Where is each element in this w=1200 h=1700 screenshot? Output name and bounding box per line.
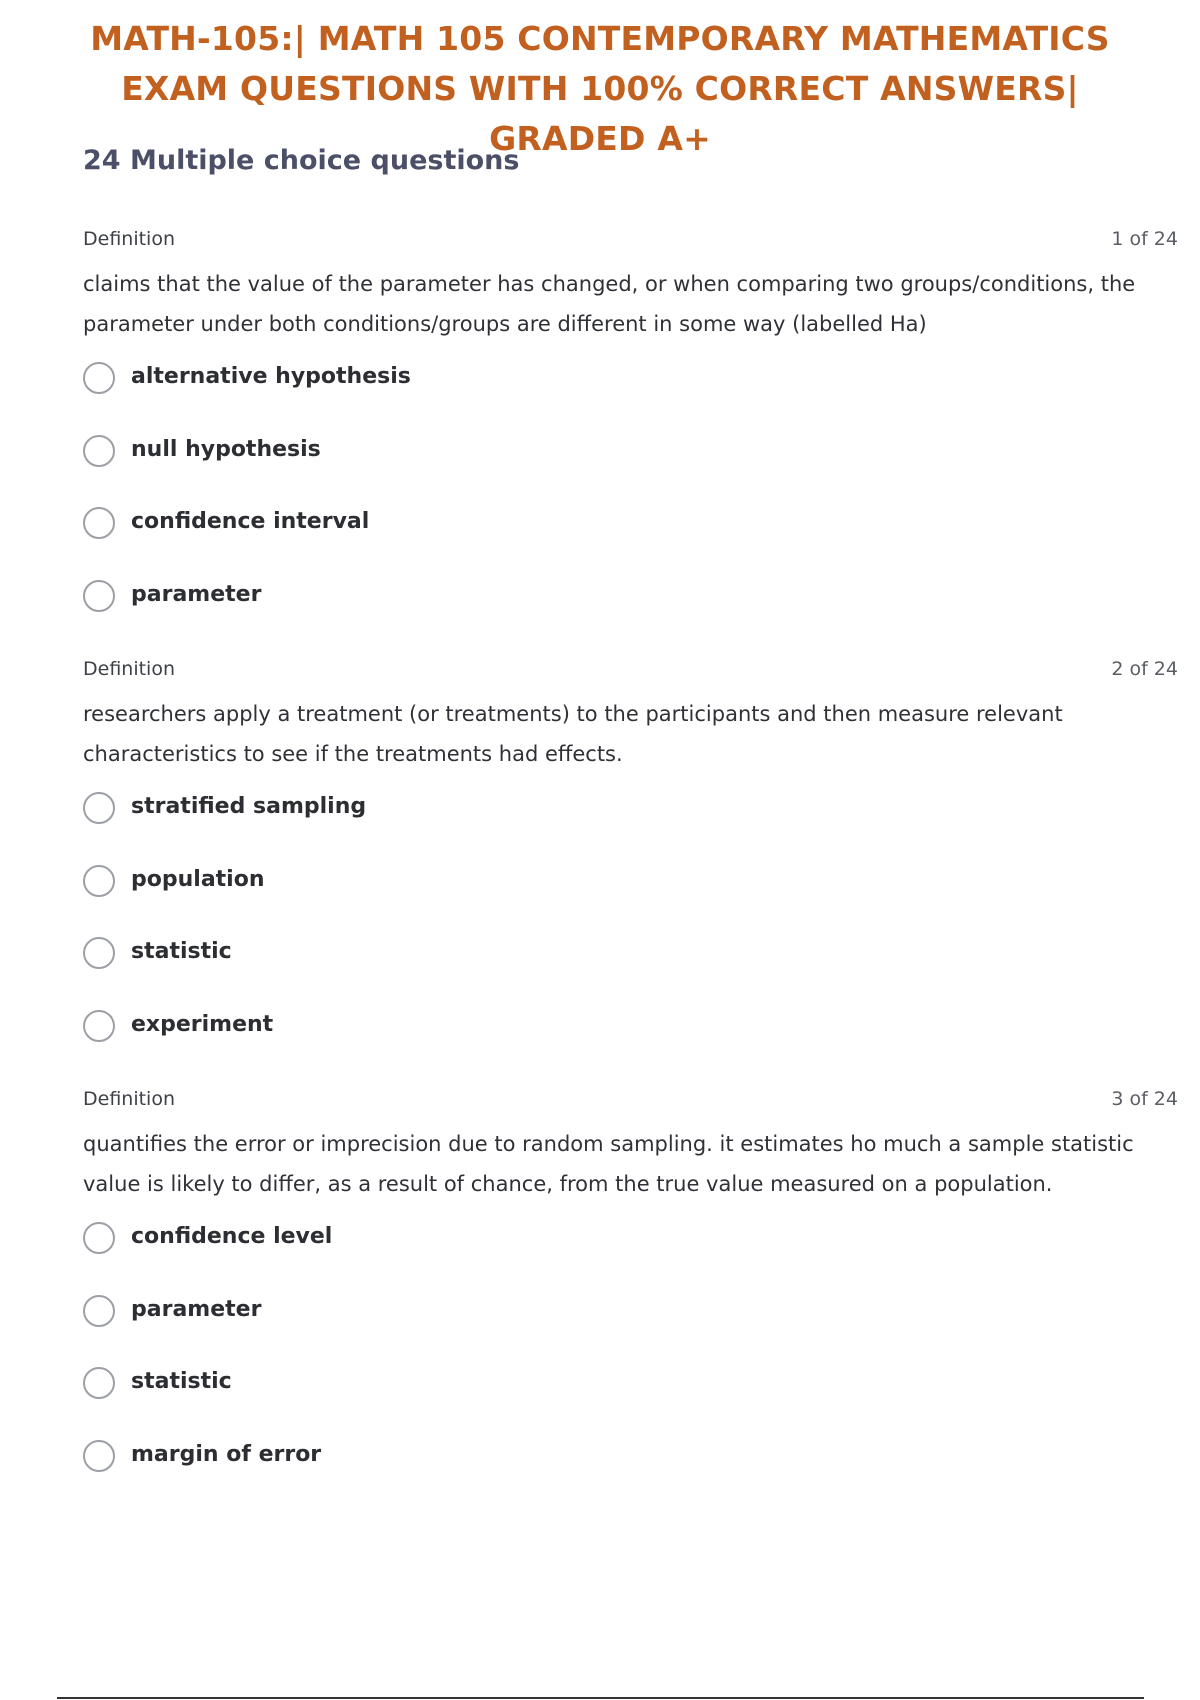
radio-button-icon[interactable] — [83, 792, 115, 824]
question-type-label: Definition — [83, 228, 176, 250]
answer-option[interactable] — [83, 933, 1178, 1006]
question-counter: 2 of 24 — [1111, 658, 1178, 680]
answer-option[interactable] — [83, 431, 1178, 504]
radio-button-icon[interactable] — [83, 1222, 115, 1254]
answer-option-label: parameter — [131, 581, 262, 607]
question-type-label: Definition — [83, 1088, 176, 1110]
answer-option-label: experiment — [131, 1011, 274, 1037]
radio-button-icon[interactable] — [83, 580, 115, 612]
question-card-3 — [83, 1088, 1178, 1508]
radio-button-icon[interactable] — [83, 362, 115, 394]
answer-option-label: statistic — [131, 1369, 232, 1394]
radio-button-icon[interactable] — [83, 1010, 115, 1042]
page-bottom-divider — [57, 1697, 1144, 1699]
answer-option[interactable] — [83, 576, 1178, 649]
question-prompt: researchers apply a treatment (or treatments) to the participants and then measure relevant characteristics to see if the treatments had effects. — [83, 702, 1063, 766]
question-type-label: Definition — [83, 658, 176, 680]
answer-option[interactable] — [83, 788, 1178, 861]
answer-option[interactable] — [83, 1291, 1178, 1364]
answer-option[interactable] — [83, 1363, 1178, 1436]
answer-options — [83, 358, 1178, 648]
question-header — [83, 658, 1178, 688]
question-header — [83, 228, 1178, 258]
answer-option[interactable] — [83, 1006, 1178, 1079]
answer-option-label: parameter — [131, 1296, 262, 1322]
radio-button-icon[interactable] — [83, 435, 115, 467]
radio-button-icon[interactable] — [83, 865, 115, 897]
answer-option-label: confidence interval — [131, 509, 370, 534]
answer-option[interactable] — [83, 358, 1178, 431]
radio-button-icon[interactable] — [83, 1295, 115, 1327]
answer-option-label: statistic — [131, 939, 232, 964]
radio-button-icon[interactable] — [83, 937, 115, 969]
question-counter: 1 of 24 — [1111, 228, 1178, 250]
question-counter: 3 of 24 — [1111, 1088, 1178, 1110]
document-title: MATH-105:| MATH 105 CONTEMPORARY MATHEMATICS EXAM QUESTIONS WITH 100% CORRECT ANSWERS| GRADED A+ — [90, 19, 1110, 158]
answer-options — [83, 788, 1178, 1078]
question-prompt: claims that the value of the parameter has changed, or when comparing two groups/conditions, the parameter under both conditions/groups are different in some way (labelled Ha) — [83, 272, 1136, 336]
answer-option-label: stratified sampling — [131, 794, 367, 819]
answer-option-label: null hypothesis — [131, 436, 321, 462]
answer-option[interactable] — [83, 1218, 1178, 1291]
question-card-1 — [83, 228, 1178, 648]
question-card-2 — [83, 658, 1178, 1078]
answer-option[interactable] — [83, 503, 1178, 576]
radio-button-icon[interactable] — [83, 1440, 115, 1472]
radio-button-icon[interactable] — [83, 507, 115, 539]
answer-option-label: margin of error — [131, 1441, 322, 1467]
answer-option[interactable] — [83, 1436, 1178, 1509]
answer-option-label: confidence level — [131, 1224, 333, 1249]
answer-options — [83, 1218, 1178, 1508]
section-heading: 24 Multiple choice questions — [83, 145, 520, 176]
answer-option-label: population — [131, 866, 265, 892]
answer-option-label: alternative hypothesis — [131, 364, 411, 389]
question-prompt: quantifies the error or imprecision due to random sampling. it estimates ho much a sample statistic value is likely to differ, as a result of chance, from the true value measured on a population. — [83, 1132, 1134, 1196]
question-header — [83, 1088, 1178, 1118]
answer-option[interactable] — [83, 861, 1178, 934]
radio-button-icon[interactable] — [83, 1367, 115, 1399]
